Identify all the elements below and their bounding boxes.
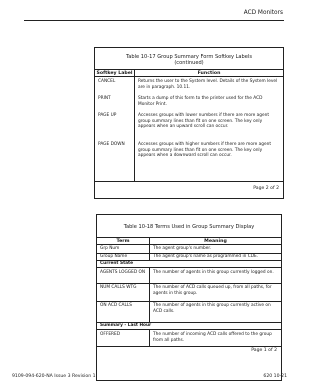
- table-title: Table 10-18 Terms Used in Group Summary Display: [123, 224, 255, 230]
- header-rule: [24, 20, 284, 21]
- term-cell: ON ACD CALLS: [100, 303, 132, 308]
- row-rule: [97, 301, 281, 302]
- meaning-cell: The number of ACD calls queued up, from all paths, for agents in this group.: [153, 285, 272, 296]
- column-header-function: Function: [197, 70, 221, 76]
- softkey-labels-table: [94, 47, 284, 199]
- meaning-cell: The number of agents in this group currently logged on.: [153, 270, 274, 275]
- column-divider: [134, 69, 135, 181]
- softkey-label: PAGE DOWN: [98, 142, 125, 147]
- running-header: ACD Monitors: [243, 10, 283, 16]
- softkey-label: PAGE UP: [98, 113, 117, 118]
- column-divider: [149, 237, 150, 260]
- document-id: 9109-094-620-NA Issue 3 Revision 1: [12, 374, 96, 379]
- table-header-row: [97, 237, 281, 245]
- page-indicator: Page 2 of 2: [253, 186, 279, 191]
- terms-table: [96, 214, 282, 381]
- term-cell: AGENTS LOGGED ON: [100, 270, 146, 275]
- term-cell: Group Name: [100, 254, 128, 259]
- page-number: 620 10-21: [263, 374, 287, 379]
- section-current-state: Current State: [97, 260, 281, 268]
- column-header-softkey: Softkey Label: [96, 70, 133, 76]
- softkey-label: PRINT: [98, 96, 111, 101]
- term-cell: NUM CALLS WTG: [100, 285, 137, 290]
- page-indicator: Page 1 of 2: [251, 348, 277, 353]
- table-title: Table 10-17 Group Summary Form Softkey Labels: [125, 54, 252, 60]
- table-subtitle: (continued): [174, 60, 204, 66]
- softkey-function: Starts a dump of this form to the printer used for the ACD Monitor Print.: [138, 96, 263, 107]
- section-summary-last-hour: Summary - Last Hour: [97, 322, 281, 330]
- meaning-cell: The number of incoming ACD calls offered to the group from all paths.: [153, 332, 272, 343]
- softkey-function: Returns the user to the System level. Details of the System level are in paragraph. 10.11.: [138, 79, 278, 90]
- term-cell: Grp Num: [100, 246, 120, 251]
- table-bottom-rule: [95, 181, 283, 182]
- meaning-cell: The agent group's number.: [153, 246, 212, 251]
- table-bottom-rule: [97, 346, 281, 347]
- term-cell: OFFERED: [100, 332, 121, 337]
- column-header-meaning: Meaning: [204, 238, 227, 244]
- meaning-cell: The number of agents in this group currently active on ACD calls.: [153, 303, 271, 314]
- softkey-function: Accesses groups with higher numbers if there are more agent group summary lines than fit on one screen. The key only appears when a downward scroll can occur.: [138, 142, 272, 159]
- column-header-term: Term: [116, 238, 130, 244]
- table-header-row: [95, 69, 283, 77]
- softkey-function: Accesses groups with lower numbers if there are more agent group summary lines than fit on one screen. The key only appears when an upward scroll can occur.: [138, 113, 270, 130]
- column-divider: [149, 330, 150, 346]
- column-divider: [149, 268, 150, 322]
- softkey-label: CANCEL: [98, 79, 116, 84]
- meaning-cell: The agent group's name as programmed in CDE.: [153, 254, 259, 259]
- row-rule: [97, 283, 281, 284]
